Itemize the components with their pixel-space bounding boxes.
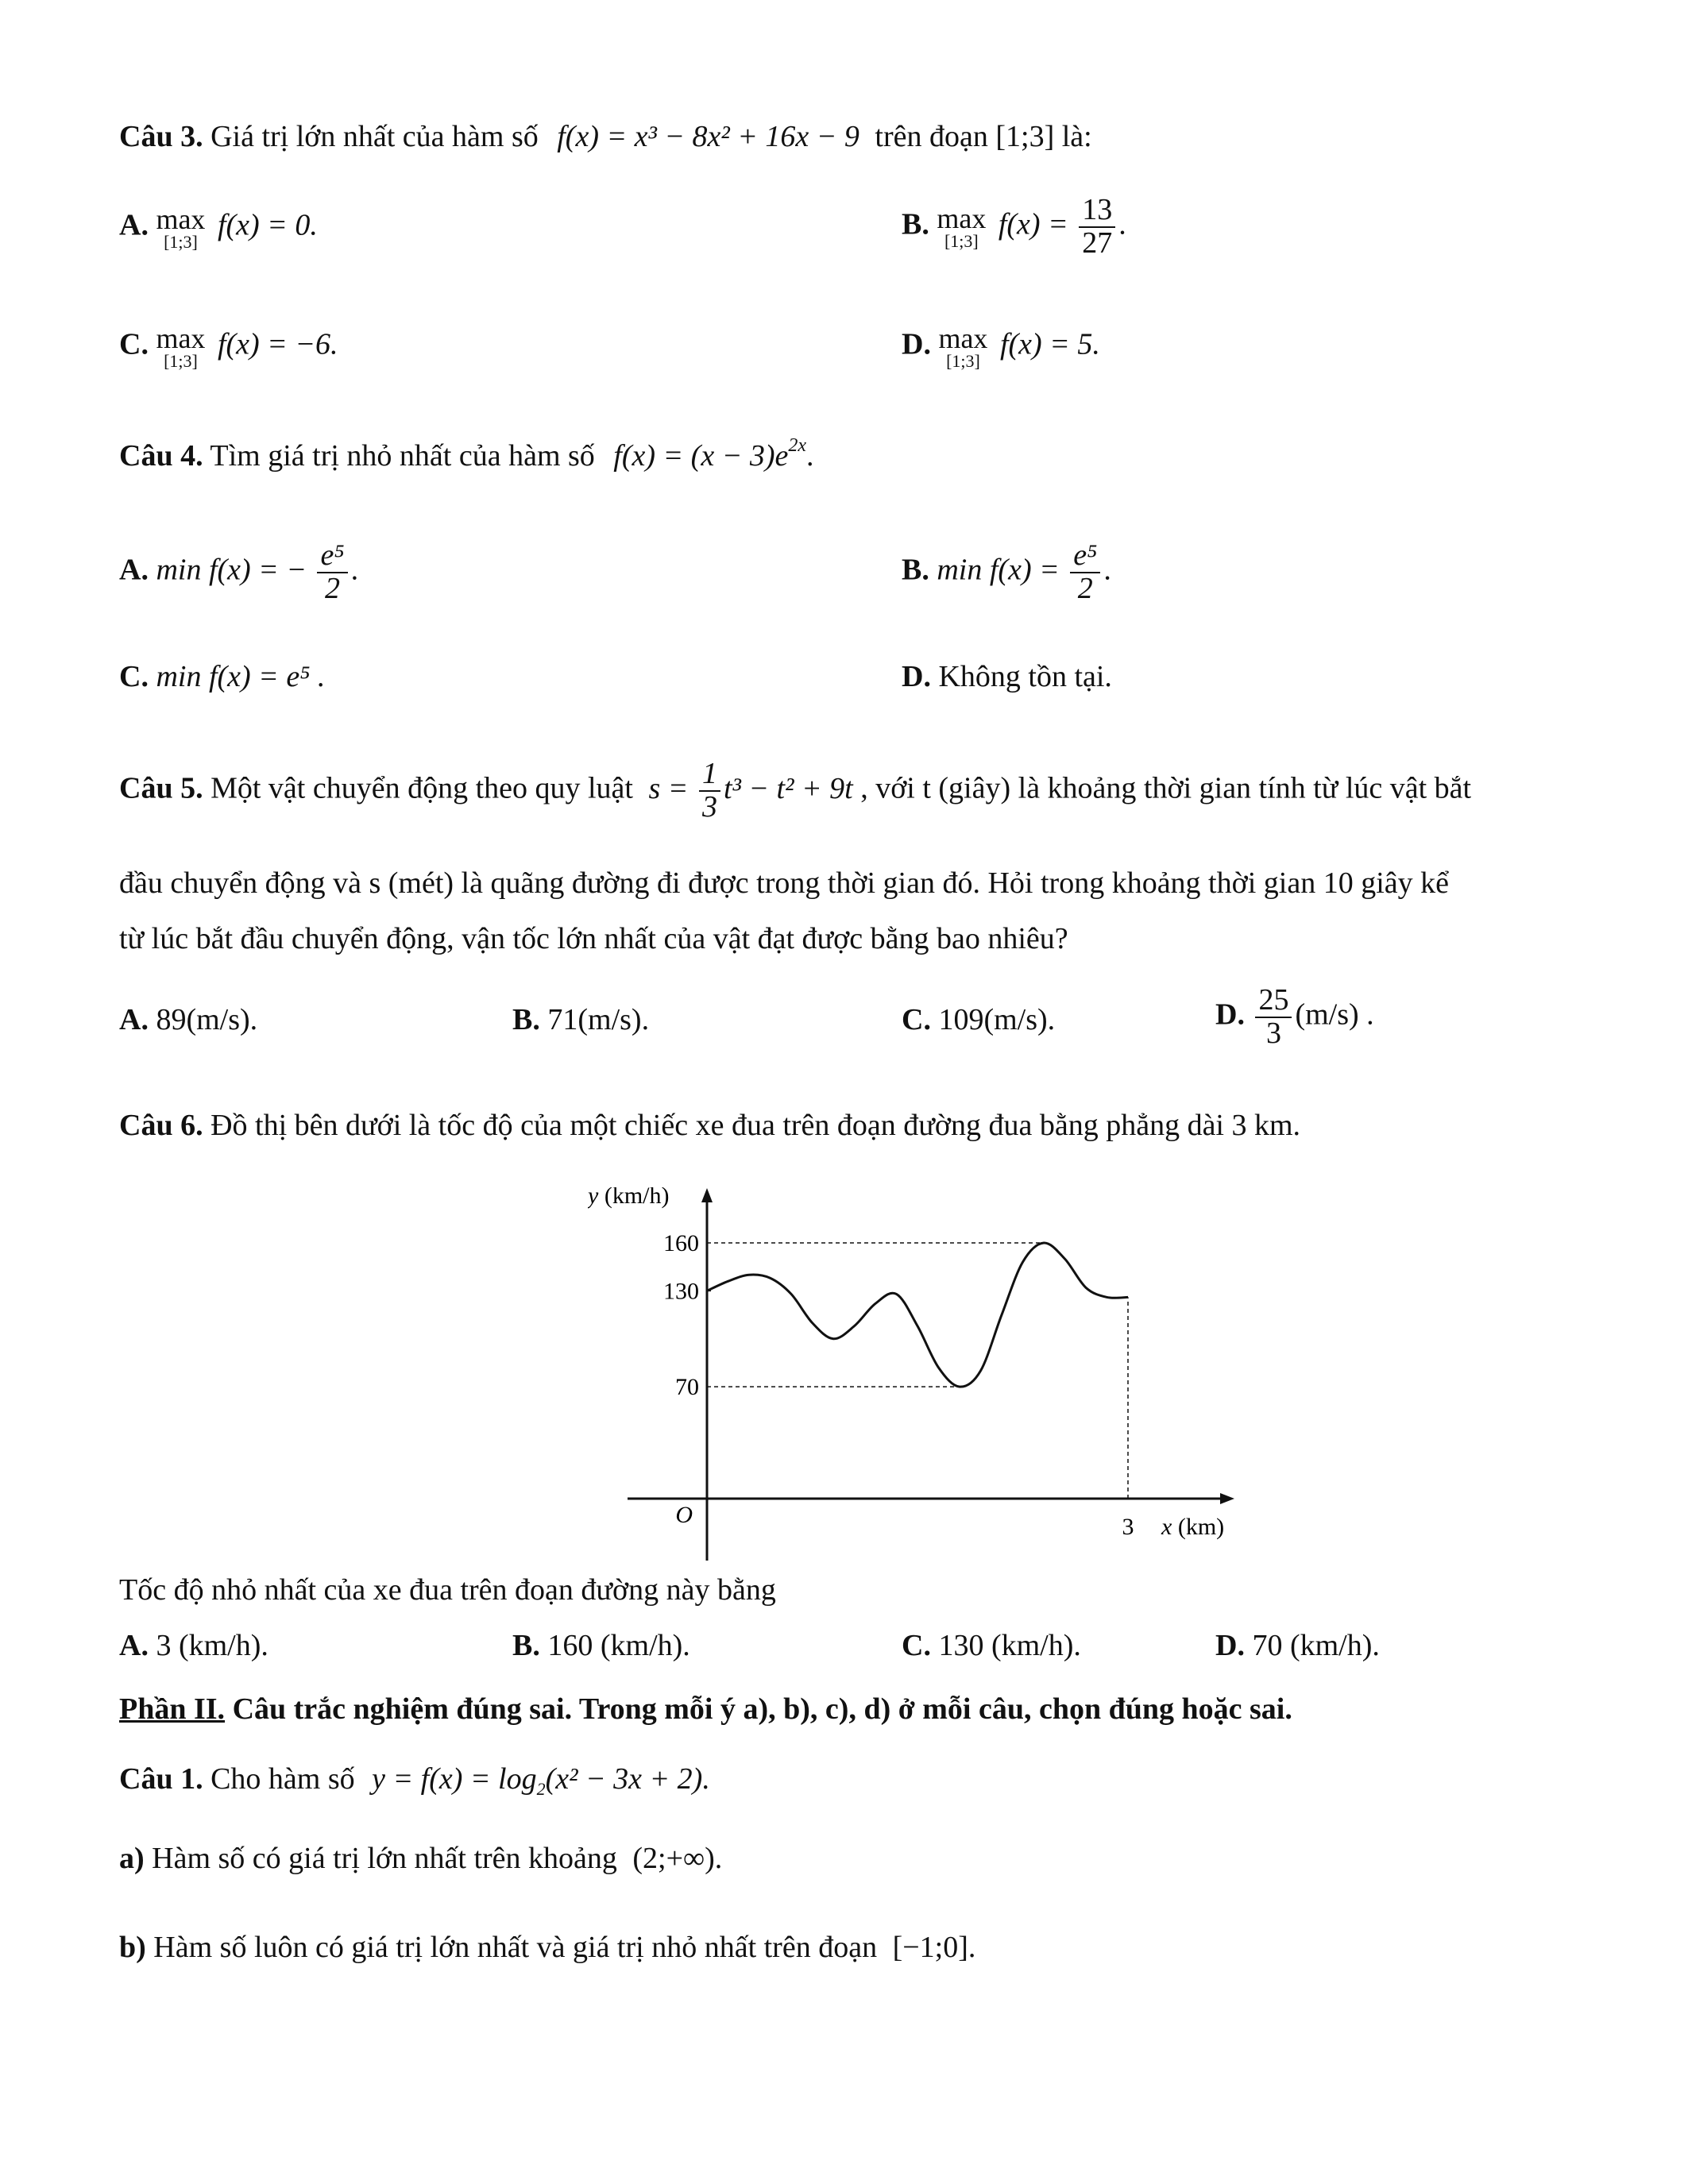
y-axis-label: y (km/h) (588, 1187, 670, 1209)
q4-option-b[interactable]: B. min f(x) = $\frac{\text{e⁵}}{2}$ . (902, 538, 1111, 605)
chart-guide-lines (707, 1243, 1128, 1499)
y-axis-arrow (701, 1188, 713, 1202)
x-axis-arrow (1220, 1493, 1234, 1504)
q3-option-d[interactable]: D. max [1;3] f(x) = 5. (902, 322, 1100, 371)
speed-chart (588, 1187, 1247, 1565)
q6-option-d[interactable]: D. 70 (km/h). (1215, 1629, 1380, 1662)
q6-stem: Câu 6. Đồ thị bên dưới là tốc độ của một chiếc xe đua trên đoạn đường đua bằng phẳng dài 3 km. (119, 1109, 1301, 1142)
max-operator: max [1;3] (156, 203, 206, 252)
y-tick-label-130: 130 (663, 1278, 699, 1305)
q3-option-c[interactable]: C. max [1;3] f(x) = −6. (119, 322, 338, 371)
q3-function: f(x) = x³ − 8x² + 16x − 9 (557, 120, 859, 153)
chart-axes (628, 1188, 1234, 1561)
q3-interval: trên đoạn [1;3] là: (875, 120, 1092, 153)
q6-option-c[interactable]: C. 130 (km/h). (902, 1629, 1081, 1662)
max-operator: max [1;3] (937, 202, 987, 251)
q3-label: Câu 3. (119, 120, 203, 153)
y-tick-label-70: 70 (675, 1374, 699, 1401)
q5-label: Câu 5. (119, 771, 203, 805)
q4-option-c[interactable]: C. min f(x) = e⁵ . (119, 660, 326, 693)
part2-q1-function: $y = f(x) = \log_2(x^2 - 3x + 2)$. (372, 1762, 710, 1799)
q6-option-b[interactable]: B. 160 (km/h). (512, 1629, 690, 1662)
q3-option-a[interactable]: A. max [1;3] f(x) = 0. (119, 203, 318, 252)
q5-formula: s = $\frac{1}{3}$ t³ − t² + 9t (648, 757, 853, 824)
q5-option-c[interactable]: C. 109(m/s). (902, 1003, 1056, 1036)
y-tick-label-160: 160 (663, 1230, 699, 1256)
q3-text: Giá trị lớn nhất của hàm số (211, 120, 539, 153)
fraction: $\frac{\text{e⁵}}{2}$ (317, 540, 347, 605)
q3-option-b[interactable]: B. max [1;3] f(x) = $\frac{13}{27}$ . (902, 193, 1126, 260)
q4-option-d[interactable]: D. Không tồn tại. (902, 660, 1112, 693)
q4-option-a[interactable]: A. min f(x) = − $\frac{\text{e⁵}}{2}$ . (119, 538, 359, 605)
max-operator: max [1;3] (938, 322, 988, 371)
fraction: $\frac{25}{3}$ (1255, 985, 1292, 1050)
q4-function: f(x) = (x − 3)e (613, 439, 789, 473)
x-tick-label-3: 3 (1122, 1514, 1134, 1540)
origin-label: O (675, 1502, 693, 1528)
q4-label: Câu 4. (119, 439, 203, 473)
q5-option-a[interactable]: A. 89(m/s). (119, 1003, 258, 1036)
part2-heading: Phần II. Câu trắc nghiệm đúng sai. Trong mỗi ý a), b), c), d) ở mỗi câu, chọn đúng hoặc sai. (119, 1692, 1292, 1726)
x-axis-label: x (km) (1161, 1514, 1225, 1540)
fraction: $\frac{13}{27}$ (1079, 195, 1115, 260)
part2-item-a[interactable]: a) Hàm số có giá trị lớn nhất trên khoảng (2;+∞). (119, 1842, 723, 1875)
q5-stem: Câu 5. Một vật chuyển động theo quy luật s = $\frac{1}{3}$ t³ − t² + 9t , với t (giây) là khoảng thời gian tính từ lúc vật bắt (119, 757, 1472, 824)
q6-question: Tốc độ nhỏ nhất của xe đua trên đoạn đường này bằng (119, 1573, 776, 1607)
max-operator: max [1;3] (156, 322, 206, 371)
part2-q1-stem: Câu 1. Cho hàm số $y = f(x) = \log_2(x^2 - 3x + 2)$. (119, 1762, 710, 1799)
q3-stem (119, 119, 1092, 154)
q4-stem: Câu 4. Tìm giá trị nhỏ nhất của hàm số $f(x) = (x - 3)e^{2x}$. (119, 435, 814, 473)
fraction: $\frac{\text{e⁵}}{2}$ (1070, 540, 1100, 605)
q6-label: Câu 6. (119, 1109, 203, 1142)
q5-line2: đầu chuyển động và s (mét) là quãng đường đi được trong thời gian đó. Hỏi trong khoảng thời gian 10 giây kể (119, 866, 1449, 900)
q5-option-d[interactable]: D. $\frac{25}{3}$ (m/s) . (1215, 983, 1374, 1050)
q5-line3: từ lúc bắt đầu chuyển động, vận tốc lớn nhất của vật đạt được bằng bao nhiêu? (119, 922, 1068, 955)
part2-item-b[interactable]: b) Hàm số luôn có giá trị lớn nhất và giá trị nhỏ nhất trên đoạn [−1;0]. (119, 1931, 976, 1964)
speed-curve (707, 1243, 1128, 1387)
chart-labels (588, 1187, 1224, 1540)
q4-text: Tìm giá trị nhỏ nhất của hàm số (210, 439, 595, 473)
q5-option-b[interactable]: B. 71(m/s). (512, 1003, 650, 1036)
q6-option-a[interactable]: A. 3 (km/h). (119, 1629, 268, 1662)
